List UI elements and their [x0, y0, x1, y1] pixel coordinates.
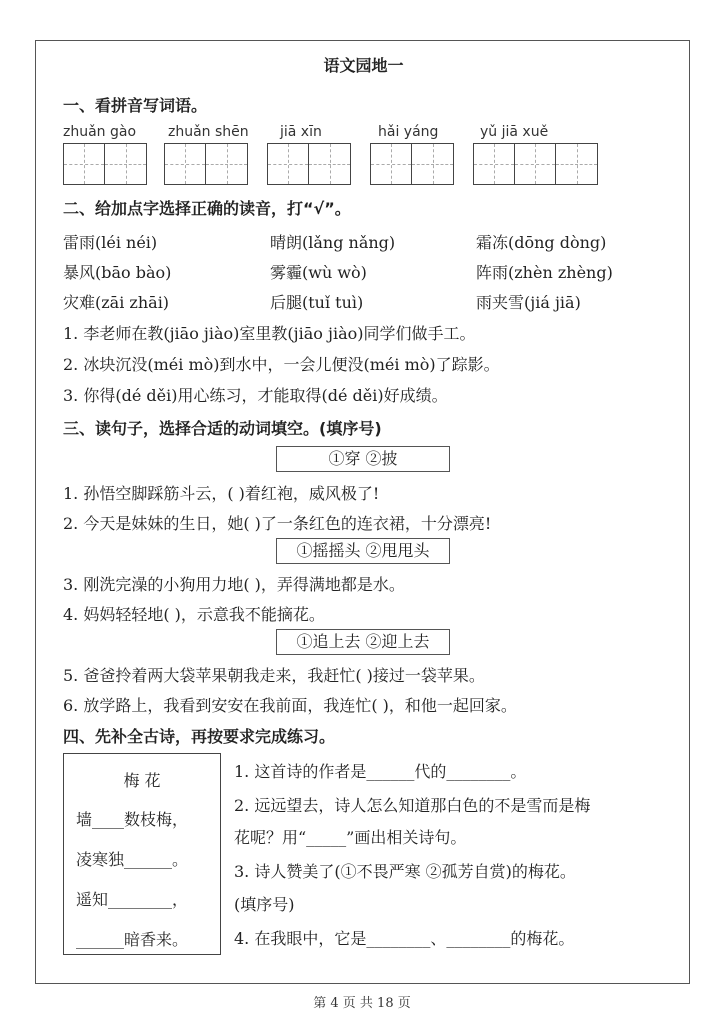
reading-item[interactable]: 雨夹雪(jiá jiā)	[476, 293, 581, 312]
pinyin-2: zhuǎn shēn	[168, 124, 249, 140]
poem-question-4[interactable]: 4. 在我眼中，它是________、________的梅花。	[234, 929, 575, 948]
worksheet-title: 语文园地一	[323, 56, 404, 75]
reading-item[interactable]: 晴朗(lǎng nǎng)	[270, 233, 396, 252]
worksheet-frame	[35, 40, 690, 984]
fill-sentence-6[interactable]: 6. 放学路上，我看到安安在我前面，我连忙( )，和他一起回家。	[63, 696, 517, 715]
section3-heading: 三、读句子，选择合适的动词填空。(填序号)	[63, 419, 382, 438]
reading-item[interactable]: 灾难(zāi zhāi)	[63, 293, 170, 312]
writing-grid-5[interactable]	[473, 143, 598, 185]
poem-box	[63, 753, 221, 955]
fill-sentence-2[interactable]: 2. 今天是妹妹的生日，她( )了一条红色的连衣裙，十分漂亮!	[63, 514, 492, 533]
fill-sentence-3[interactable]: 3. 刚洗完澡的小狗用力地( )，弄得满地都是水。	[63, 575, 405, 594]
poem-question-3[interactable]: 3. 诗人赞美了(①不畏严寒 ②孤芳自赏)的梅花。	[234, 862, 576, 881]
poem-line-1[interactable]: 墙____数枝梅，	[76, 810, 189, 829]
reading-item[interactable]: 雾霾(wù wò)	[270, 263, 367, 282]
verb-options-1: ①穿 ②披	[276, 446, 450, 472]
pinyin-4: hǎi yáng	[378, 124, 439, 140]
pinyin-3: jiā xīn	[280, 124, 322, 140]
reading-item[interactable]: 霜冻(dōng dòng)	[476, 233, 607, 252]
writing-grid-2[interactable]	[164, 143, 248, 185]
writing-grid-4[interactable]	[370, 143, 454, 185]
poem-question-1[interactable]: 1. 这首诗的作者是______代的________。	[234, 762, 527, 781]
reading-item[interactable]: 后腿(tuǐ tuì)	[270, 293, 364, 312]
pinyin-1: zhuǎn gào	[63, 124, 137, 140]
poem-question-2: 2. 远远望去，诗人怎么知道那白色的不是雪而是梅	[234, 796, 591, 815]
verb-options-3: ①追上去 ②迎上去	[276, 629, 450, 655]
fill-sentence-4[interactable]: 4. 妈妈轻轻地( )，示意我不能摘花。	[63, 605, 325, 624]
poem-line-4[interactable]: ______暗香来。	[76, 930, 189, 949]
poem-question-3-cont: (填序号)	[234, 895, 295, 914]
fill-sentence-1[interactable]: 1. 孙悟空脚踩筋斗云，( )着红袍，威风极了!	[63, 484, 380, 503]
fill-sentence-5[interactable]: 5. 爸爸拎着两大袋苹果朝我走来，我赶忙( )接过一袋苹果。	[63, 666, 485, 685]
poem-line-3[interactable]: 遥知________，	[76, 890, 189, 909]
poem-title: 梅 花	[123, 771, 161, 790]
pinyin-5: yǔ jiā xuě	[480, 124, 549, 140]
writing-grid-1[interactable]	[63, 143, 147, 185]
poem-line-2[interactable]: 凌寒独______。	[76, 850, 189, 869]
reading-sentence-1[interactable]: 1. 李老师在教(jiāo jiào)室里教(jiāo jiào)同学们做手工。	[63, 324, 476, 343]
page-footer: 第 4 页 共 18 页	[313, 996, 411, 1011]
reading-sentence-3[interactable]: 3. 你得(dé děi)用心练习，才能取得(dé děi)好成绩。	[63, 386, 448, 405]
section2-heading: 二、给加点字选择正确的读音，打“√”。	[63, 199, 351, 218]
poem-question-2-cont[interactable]: 花呢？用“_____”画出相关诗句。	[234, 828, 467, 847]
reading-item[interactable]: 雷雨(léi néi)	[63, 233, 158, 252]
section4-heading: 四、先补全古诗，再按要求完成练习。	[63, 727, 336, 746]
verb-options-2: ①摇摇头 ②甩甩头	[276, 538, 450, 564]
reading-item[interactable]: 暴风(bāo bào)	[63, 263, 172, 282]
reading-sentence-2[interactable]: 2. 冰块沉没(méi mò)到水中，一会儿便没(méi mò)了踪影。	[63, 355, 500, 374]
writing-grid-3[interactable]	[267, 143, 351, 185]
reading-item[interactable]: 阵雨(zhèn zhèng)	[476, 263, 613, 282]
section1-heading: 一、看拼音写词语。	[63, 96, 208, 115]
